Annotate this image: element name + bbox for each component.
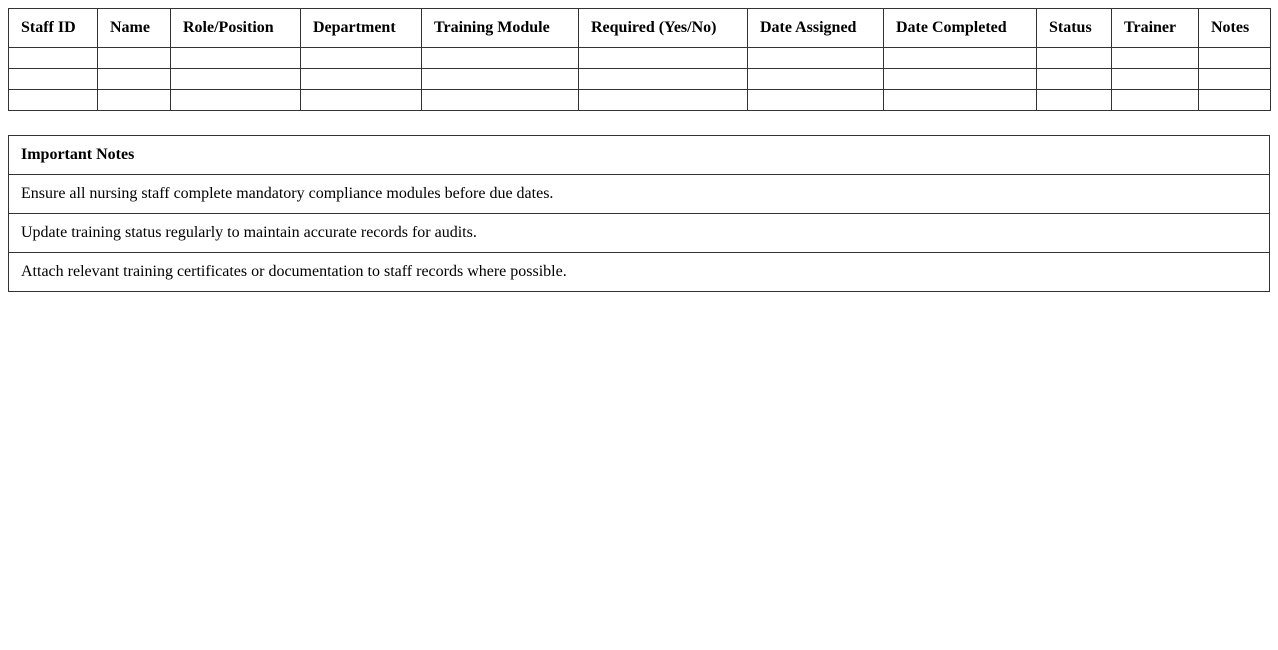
table-cell[interactable]: [748, 48, 884, 69]
table-cell[interactable]: [1037, 90, 1112, 111]
table-cell[interactable]: [1037, 69, 1112, 90]
header-staff-id: Staff ID: [9, 9, 98, 48]
table-cell[interactable]: [1199, 90, 1271, 111]
header-notes: Notes: [1199, 9, 1271, 48]
table-row: [9, 48, 1271, 69]
table-cell[interactable]: [1199, 48, 1271, 69]
table-row: [9, 69, 1271, 90]
header-training-module: Training Module: [422, 9, 579, 48]
table-cell[interactable]: [884, 48, 1037, 69]
table-header-row: [9, 9, 1271, 48]
note-text: Ensure all nursing staff complete mandatory compliance modules before due dates.: [9, 175, 1270, 214]
list-item: [9, 214, 1270, 253]
header-date-assigned: Date Assigned: [748, 9, 884, 48]
header-trainer: Trainer: [1112, 9, 1199, 48]
table-cell[interactable]: [9, 69, 98, 90]
table-cell[interactable]: [301, 90, 422, 111]
table-cell[interactable]: [748, 90, 884, 111]
list-item: [9, 253, 1270, 292]
list-item: [9, 175, 1270, 214]
notes-title: Important Notes: [9, 136, 1270, 175]
document-body: [8, 8, 1270, 292]
note-text: Attach relevant training certificates or documentation to staff records where possible.: [9, 253, 1270, 292]
note-text: Update training status regularly to maintain accurate records for audits.: [9, 214, 1270, 253]
table-cell[interactable]: [748, 69, 884, 90]
training-tracker-table: [8, 8, 1271, 111]
table-cell[interactable]: [422, 69, 579, 90]
table-cell[interactable]: [1112, 48, 1199, 69]
table-cell[interactable]: [98, 69, 171, 90]
table-cell[interactable]: [884, 69, 1037, 90]
header-department: Department: [301, 9, 422, 48]
table-cell[interactable]: [171, 90, 301, 111]
table-cell[interactable]: [579, 48, 748, 69]
table-cell[interactable]: [1112, 69, 1199, 90]
header-date-completed: Date Completed: [884, 9, 1037, 48]
table-cell[interactable]: [171, 48, 301, 69]
notes-header-row: [9, 136, 1270, 175]
table-cell[interactable]: [579, 90, 748, 111]
table-cell[interactable]: [301, 69, 422, 90]
important-notes-table: [8, 135, 1270, 292]
header-required: Required (Yes/No): [579, 9, 748, 48]
table-cell[interactable]: [98, 90, 171, 111]
table-cell[interactable]: [171, 69, 301, 90]
table-cell[interactable]: [9, 90, 98, 111]
header-name: Name: [98, 9, 171, 48]
table-cell[interactable]: [9, 48, 98, 69]
table-cell[interactable]: [1037, 48, 1112, 69]
table-cell[interactable]: [1199, 69, 1271, 90]
table-cell[interactable]: [422, 48, 579, 69]
table-cell[interactable]: [422, 90, 579, 111]
table-cell[interactable]: [884, 90, 1037, 111]
table-row: [9, 90, 1271, 111]
table-cell[interactable]: [579, 69, 748, 90]
table-cell[interactable]: [98, 48, 171, 69]
table-cell[interactable]: [1112, 90, 1199, 111]
header-role-position: Role/Position: [171, 9, 301, 48]
header-status: Status: [1037, 9, 1112, 48]
table-cell[interactable]: [301, 48, 422, 69]
